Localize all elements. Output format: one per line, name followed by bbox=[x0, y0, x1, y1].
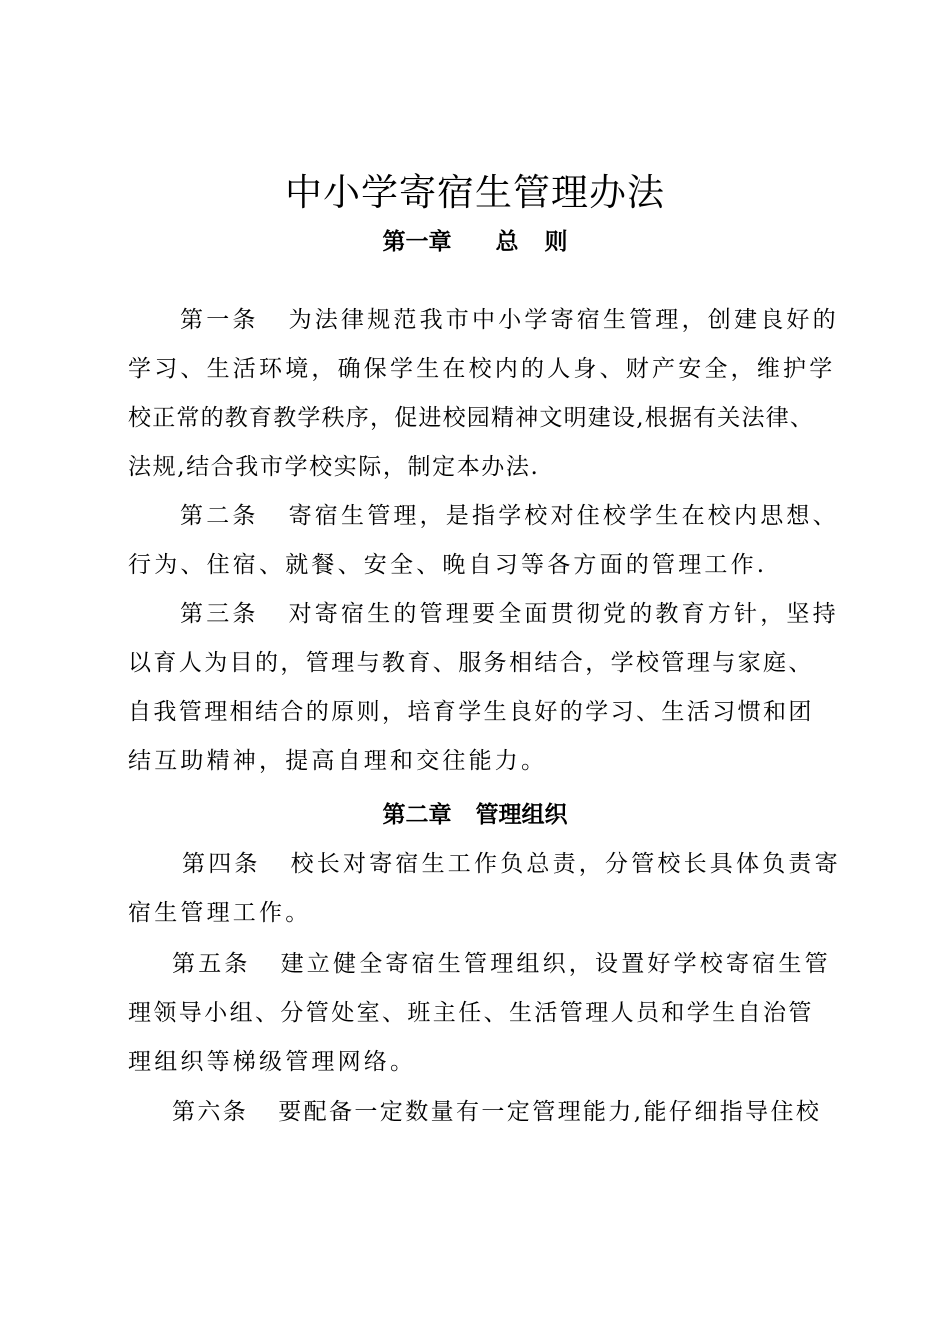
chapter-name: 总则 bbox=[495, 229, 594, 255]
article-text-line: 理组织等梯级管理网络。 bbox=[128, 1049, 417, 1075]
chapter-name: 管理组织 bbox=[475, 802, 568, 828]
article-text-line: 寄宿生管理，是指学校对住校学生在校内思想、 bbox=[288, 503, 839, 529]
article-text-line: 要配备一定数量有一定管理能力,能仔细指导住校 bbox=[278, 1099, 822, 1125]
article-text-line: 结互助精神，提高自理和交往能力。 bbox=[128, 748, 548, 774]
article-text-line: 宿生管理工作。 bbox=[128, 900, 312, 926]
article-text-line: 学习、生活环境，确保学生在校内的人身、财产安全，维护学 bbox=[128, 356, 836, 382]
article-paragraph bbox=[128, 940, 840, 1087]
article-text-line: 理领导小组、分管处室、班主任、生活管理人员和学生自治管 bbox=[128, 1000, 814, 1026]
article-text-line: 为法律规范我市中小学寄宿生管理，创建良好的 bbox=[288, 307, 839, 333]
article-label: 第一条 bbox=[180, 307, 259, 333]
article-label: 第二条 bbox=[180, 503, 259, 529]
article-paragraph bbox=[128, 840, 840, 938]
article-label: 第五条 bbox=[172, 951, 251, 977]
article-paragraph bbox=[128, 296, 840, 492]
article-text-line: 校正常的教育教学秩序，促进校园精神文明建设,根据有关法律、 bbox=[128, 405, 815, 431]
article-text-line: 对寄宿生的管理要全面贯彻党的教育方针，坚持 bbox=[288, 601, 839, 627]
article-label: 第三条 bbox=[180, 601, 259, 627]
chapter-heading bbox=[0, 800, 950, 830]
article-text-line: 以育人为目的，管理与教育、服务相结合，学校管理与家庭、 bbox=[128, 650, 814, 676]
chapter-number: 第一章 bbox=[382, 229, 452, 255]
article-text-line: 自我管理相结合的原则，培育学生良好的学习、生活习惯和团 bbox=[128, 699, 814, 725]
article-text-line: 校长对寄宿生工作负总责，分管校长具体负责寄 bbox=[290, 851, 841, 877]
article-text-line: 行为、住宿、就餐、安全、晚自习等各方面的管理工作. bbox=[128, 552, 768, 578]
article-text-line: 建立健全寄宿生管理组织，设置好学校寄宿生管 bbox=[280, 951, 831, 977]
chapter-heading bbox=[0, 227, 950, 257]
article-text-line: 法规,结合我市学校实际，制定本办法. bbox=[128, 454, 540, 480]
document-title: 中小学寄宿生管理办法 bbox=[285, 171, 665, 214]
article-paragraph bbox=[128, 492, 840, 590]
chapter-number: 第二章 bbox=[382, 802, 452, 828]
article-label: 第四条 bbox=[182, 851, 261, 877]
article-paragraph bbox=[128, 1088, 840, 1137]
article-label: 第六条 bbox=[172, 1099, 249, 1125]
article-paragraph bbox=[128, 590, 840, 786]
